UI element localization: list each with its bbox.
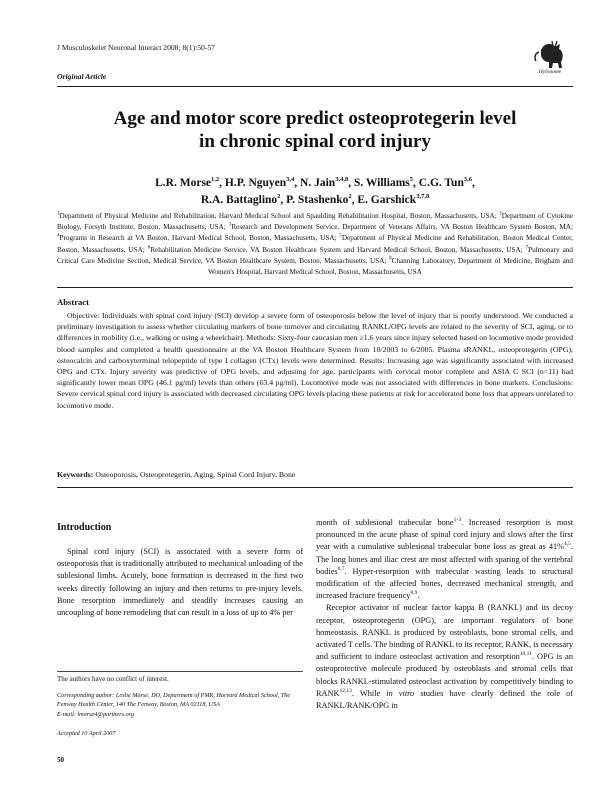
author-name: P. Stashenko bbox=[286, 194, 349, 206]
author-affiliation-marker: 5 bbox=[409, 176, 414, 184]
author-affiliation-marker: 3,4 bbox=[286, 176, 295, 184]
italic-term: in vitro bbox=[386, 688, 415, 698]
author-name: R.A. Battaglino bbox=[200, 194, 278, 206]
body-text: . The long bones and iliac crest are most affected with sparing of the vertebral bodies bbox=[316, 542, 573, 576]
affiliation-text: Department of Cytokine Biology, Forsyth Institute, Boston, Massachusetts, USA; bbox=[57, 212, 573, 232]
correspondence bbox=[57, 691, 303, 719]
logo-text: Hylonome bbox=[538, 69, 562, 75]
citation-marker: 6,7 bbox=[337, 566, 345, 573]
affiliation-marker: 6 bbox=[147, 245, 151, 251]
article-type: Original Article bbox=[57, 72, 107, 81]
author-affiliation-marker: 3,6 bbox=[463, 176, 472, 184]
citation-marker: 12,13 bbox=[339, 688, 352, 695]
conflict-statement: The authors have no conflict of interest. bbox=[57, 675, 169, 683]
affiliation-text: Programs in Research at VA Boston, Harvard Medical School, Boston, Massachusetts, USA; bbox=[59, 234, 340, 243]
keywords bbox=[57, 470, 573, 479]
affiliation-text: Department of Physical Medicine and Rehabilitation, Harvard Medical School and Spaulding Rehabilitation Hospital, Boston, Massachusetts, USA; bbox=[59, 212, 500, 220]
body-text: . OPG is an osteoprotective molecule produced by osteoblasts and stromal cells that blocks RANKL-stimulated osteoclast activation by competitively binding to RANK bbox=[316, 652, 573, 698]
affiliation-marker: 1 bbox=[57, 211, 60, 217]
footnote-rule bbox=[57, 671, 303, 672]
author-affiliation-marker: 2 bbox=[348, 193, 352, 201]
affiliation-text: Channing Laboratory, Department of Medicine, Brigham and Women's Hospital, Harvard Medical School, Boston, Massachusetts, USA bbox=[208, 256, 574, 277]
intro-column-1: Spinal cord injury (SCI) is associated with a severe form of osteoporosis that is traditionally attributed to mechanical unloading of the sublesional limbs. Acutely, bone formation is decreased in the first two weeks directly following an injury and then returns to pre-injury levels. Bone resorption immediately and steadily increases causing an uncoupling of bone remodeling that can result in a loss of up to 4% per bbox=[57, 547, 303, 618]
body-text: Receptor activator of nuclear factor kappa B (RANKL) and its decoy receptor, osteoprotegerin (OPG), are important regulators of bone homeostasis. RANKL is produced by osteoblasts, bone stromal cells, and activated T cells. The binding of RANKL to its receptor, RANK, is necessary and sufficient to induce osteoclast activation and resorption bbox=[316, 603, 573, 662]
keywords-list: Osteoporosis, Osteoprotegerin, Aging, Spinal Cord Injury, Bone bbox=[93, 470, 296, 479]
corresponding-author: Corresponding author: Leslie Morse, DO, Department of PMR, Harvard Medical School, The Fenway Health Center, 140 The Fenway, Boston, MA 02118, USA bbox=[57, 692, 291, 709]
author-affiliation-marker: 3,7,8 bbox=[416, 193, 430, 201]
affiliation-marker: 5 bbox=[339, 234, 342, 240]
page-number: 50 bbox=[57, 756, 64, 764]
body-text: month of sublesional trabecular bone bbox=[316, 518, 454, 527]
author-name: C.G. Tun bbox=[418, 177, 464, 189]
section-heading-introduction: Introduction bbox=[57, 522, 112, 533]
keywords-label: Keywords: bbox=[57, 470, 94, 479]
abstract-rule bbox=[57, 287, 573, 288]
affiliation-marker: 4 bbox=[57, 234, 60, 240]
citation-marker: 1-3 bbox=[453, 517, 461, 524]
affiliation-marker: 2 bbox=[499, 211, 502, 217]
citation-marker: 10,11 bbox=[519, 651, 532, 658]
keywords-rule bbox=[57, 487, 573, 488]
author-affiliation-marker: 2 bbox=[277, 193, 281, 201]
intro-column-2 bbox=[316, 517, 573, 712]
intro-paragraph-3 bbox=[316, 602, 573, 712]
journal-logo bbox=[526, 40, 574, 75]
body-text: . Hyper-resorption with trabecular wasting leads to structural modification of the affected bones, decreased mechanical strength, and increased fracture frequency bbox=[316, 566, 573, 601]
citation-marker: 4,5 bbox=[564, 541, 571, 548]
author-affiliation-marker: 3,4,8 bbox=[335, 176, 349, 184]
affiliation-text: Rehabilitation Medicine Service, VA Boston Healthcare System and Harvard Medical School, Boston, Massachusetts, USA; bbox=[150, 245, 526, 254]
affiliation-marker: 7 bbox=[525, 245, 529, 251]
header-rule bbox=[57, 86, 573, 87]
title-line-2: in chronic spinal cord injury bbox=[199, 131, 431, 152]
author-affiliation-marker: 1,2 bbox=[211, 176, 220, 184]
author-name: S. Williams bbox=[353, 177, 410, 189]
intro-paragraph-2 bbox=[316, 517, 573, 602]
accepted-date: Accepted 10 April 2007 bbox=[57, 730, 116, 737]
affiliation-text: Pulmonary and Critical Care Medicine Section, Medical Service, VA Boston Healthcare System, Boston, Massachusetts, USA; bbox=[57, 245, 573, 265]
journal-citation: J Musculoskelet Neuronal Interact 2008; 8(1):50-57 bbox=[57, 43, 215, 52]
author-name: H.P. Nguyen bbox=[224, 177, 287, 189]
author-name: L.R. Morse bbox=[155, 177, 212, 189]
body-text: studies have clearly defined the role of RANKL/RANK/OPG in bbox=[316, 688, 574, 711]
author-list: L.R. Morse$^{1,2}$, H.P. Nguyen$^{3,4}$, N. Jain$^{3,4,8}$, S. Williams$^5$, C.G. Tun$^{3,6}$, R.A. Battaglino$^2$, P. Stashenko$^2$, E. Garshick$^{3,7,8}$ bbox=[155, 176, 475, 206]
title-line-1: Age and motor score predict osteoprotegerin level bbox=[113, 108, 517, 129]
body-text: . While bbox=[351, 688, 387, 698]
abstract-heading: Abstract bbox=[57, 297, 89, 307]
author-name: N. Jain bbox=[300, 177, 336, 189]
author-email: E-mail: lmorse4@partners.org bbox=[57, 710, 134, 718]
body-text: . Increased resorption is most pronounced in the acute phase of spinal cord injury and slows after the first year with a cumulative sublesional trabecular bone loss as great as 41% bbox=[316, 518, 573, 552]
affiliation-text: Research and Development Service, Department of Veterans Affairs, VA Boston Healthcare System Boston, MA; bbox=[231, 223, 573, 232]
citation-marker: 8,9 bbox=[410, 590, 418, 597]
abstract-body: Objective: Individuals with spinal cord injury (SCI) develop a severe form of osteoporosis below the level of injury that is poorly understood. We conducted a preliminary investigation to assess whether circulating markers of bone turnover and circulating RANKL/OPG levels are related to the severity of SCI, aging, or to differences in mobility (i.e., walking or using a wheelchair). Methods: Sixty-four caucasian men ≥1.6 years since injury selected based on locomotive mode provided blood samples and completed a health questionnaire at the VA Boston Healthcare System from 10/2003 to 6/2005. Plasma sRANKL, osteoprotegerin (OPG), osteocalcin and carboxyterminal telopeptide of type I collagen (CTx) levels were determined. Results: Increasing age was significantly associated with increased OPG and CTx. Injury severity was predictive of OPG levels, and adjusting for age, participants with cervical motor complete and ASIA C SCI (n=11) had significantly lower mean OPG (46.1 pg/ml) levels than others (63.4 pg/ml). Locomotive mode was not associated with differences in bone markers. Conclusions: Severe cervical spinal cord injury is associated with decreased circulating OPG levels placing these patients at risk for accelerated bone loss that appears unrelated to locomotive mode. bbox=[57, 311, 573, 410]
paper-title bbox=[57, 107, 573, 153]
affiliation-text: Department of Physical Medicine and Rehabilitation, Boston Medical Center, Boston, Massachusetts, USA; bbox=[57, 234, 573, 254]
body-text: . bbox=[417, 591, 420, 601]
affiliation-marker: 3 bbox=[228, 222, 232, 228]
centaur-logo-icon bbox=[533, 40, 567, 70]
affiliations bbox=[57, 211, 573, 278]
author-name: E. Garshick bbox=[357, 194, 417, 206]
affiliation-marker: 8 bbox=[389, 256, 392, 262]
